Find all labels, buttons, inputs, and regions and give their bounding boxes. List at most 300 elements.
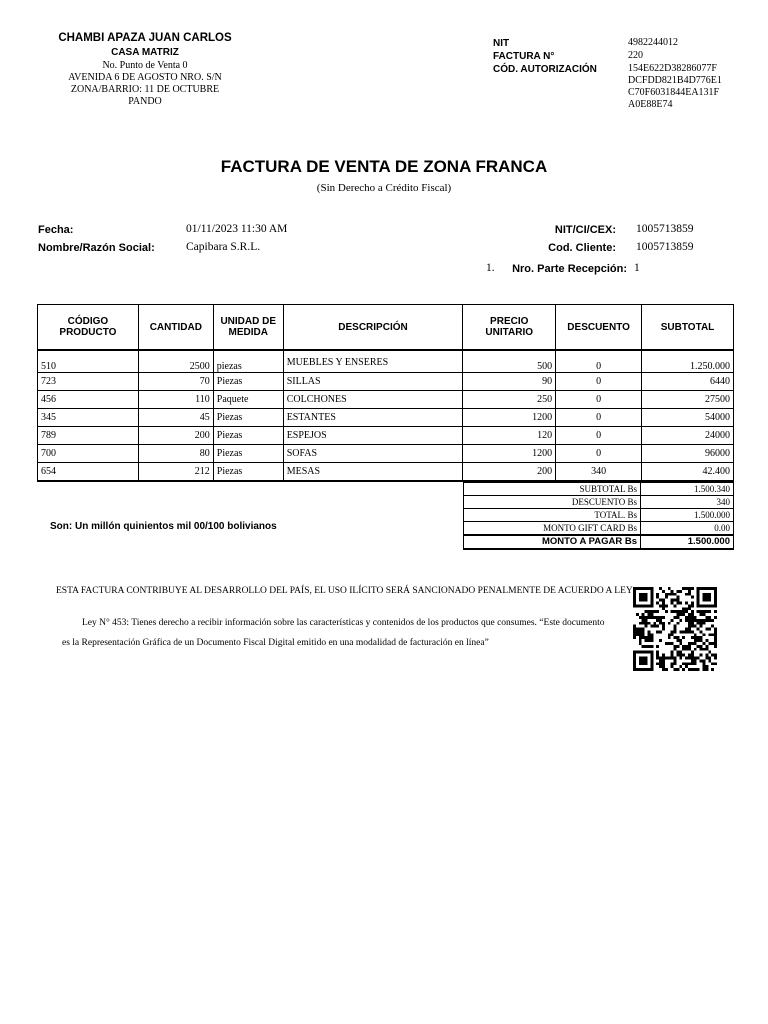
qr-module <box>691 604 694 607</box>
fiscal-block <box>493 37 733 111</box>
qr-module <box>674 657 677 660</box>
qr-module <box>714 662 717 665</box>
qr-module <box>691 587 694 590</box>
date-label: Fecha: <box>38 224 74 236</box>
qr-module <box>671 610 674 613</box>
document-subtitle: (Sin Derecho a Crédito Fiscal) <box>316 182 452 194</box>
qr-module <box>645 636 648 639</box>
qr-module <box>662 654 665 657</box>
issuer-city: PANDO <box>128 96 162 107</box>
qr-module <box>691 659 694 662</box>
qr-module <box>645 659 648 662</box>
qr-module <box>656 630 659 633</box>
qr-module <box>645 593 648 596</box>
qr-module <box>705 665 708 668</box>
fiscal-auth-row <box>493 63 733 111</box>
cell-unit-price: 250 <box>463 391 556 409</box>
qr-module <box>703 659 706 662</box>
qr-module <box>642 636 645 639</box>
qr-module <box>662 622 665 625</box>
qr-module <box>674 616 677 619</box>
qr-module <box>694 616 697 619</box>
qr-module <box>650 665 653 668</box>
qr-module <box>688 648 691 651</box>
qr-module <box>639 662 642 665</box>
cell-subtotal: 6440 <box>642 373 734 391</box>
qr-module <box>636 613 639 616</box>
fiscal-auth-line: 154E622D38286077F <box>628 63 717 74</box>
cell-code: 789 <box>38 427 139 445</box>
qr-module <box>656 662 659 665</box>
qr-module <box>697 596 700 599</box>
qr-module <box>688 662 691 665</box>
qr-module <box>697 622 700 625</box>
qr-module <box>708 657 711 660</box>
qr-module <box>679 642 682 645</box>
qr-module <box>714 628 717 631</box>
qr-module <box>682 613 685 616</box>
qr-module <box>671 651 674 654</box>
qr-module <box>645 645 648 648</box>
qr-module <box>697 619 700 622</box>
qr-module <box>656 616 659 619</box>
qr-module <box>671 633 674 636</box>
qr-module <box>676 654 679 657</box>
qr-module <box>685 645 688 648</box>
amount-in-words: Son: Un millón quinientos mil 00/100 bolivianos <box>50 521 277 532</box>
qr-module <box>685 610 688 613</box>
qr-module <box>688 607 691 610</box>
qr-module <box>647 639 650 642</box>
qr-module <box>659 639 662 642</box>
qr-module <box>659 587 662 590</box>
table-row <box>38 427 734 445</box>
document-title: FACTURA DE VENTA DE ZONA FRANCA <box>220 157 548 176</box>
qr-module <box>703 613 706 616</box>
qr-module <box>671 619 674 622</box>
qr-module <box>668 633 671 636</box>
qr-module <box>694 662 697 665</box>
issuer-branch: CASA MATRIZ <box>111 47 179 58</box>
qr-module <box>650 645 653 648</box>
qr-module <box>691 657 694 660</box>
fiscal-auth-line: A0E88E74 <box>628 99 673 110</box>
cell-unit: Piezas <box>213 427 283 445</box>
cell-quantity: 80 <box>138 445 213 463</box>
totals-total-label: TOTAL. Bs <box>464 509 641 522</box>
cell-quantity: 110 <box>138 391 213 409</box>
qr-module <box>714 642 717 645</box>
totals-amount-due-value: 1.500.000 <box>641 535 734 549</box>
qr-module <box>691 662 694 665</box>
qr-module <box>650 613 653 616</box>
qr-module <box>700 625 703 628</box>
qr-module <box>650 599 653 602</box>
cell-subtotal: 42.400 <box>642 463 734 482</box>
qr-module <box>659 657 662 660</box>
cell-unit-price: 1200 <box>463 445 556 463</box>
cell-code: 345 <box>38 409 139 427</box>
qr-module <box>662 604 665 607</box>
qr-module <box>650 668 653 671</box>
qr-module <box>705 616 708 619</box>
qr-module <box>697 599 700 602</box>
qr-module <box>697 628 700 631</box>
qr-module <box>679 619 682 622</box>
qr-module <box>645 604 648 607</box>
qr-module <box>656 596 659 599</box>
qr-module <box>708 596 711 599</box>
qr-module <box>662 662 665 665</box>
issuer-point-of-sale: No. Punto de Venta 0 <box>102 60 188 71</box>
cell-discount: 0 <box>556 445 642 463</box>
qr-module <box>697 639 700 642</box>
qr-module <box>674 668 677 671</box>
qr-module <box>647 616 650 619</box>
cell-unit: Paquete <box>213 391 283 409</box>
qr-module <box>633 636 636 639</box>
qr-module <box>650 593 653 596</box>
qr-module <box>714 601 717 604</box>
qr-module <box>639 587 642 590</box>
qr-module <box>679 601 682 604</box>
qr-module <box>688 616 691 619</box>
qr-module <box>665 593 668 596</box>
qr-module <box>679 665 682 668</box>
qr-module <box>636 587 639 590</box>
cell-subtotal: 54000 <box>642 409 734 427</box>
qr-module <box>674 645 677 648</box>
qr-module <box>688 619 691 622</box>
qr-module <box>714 654 717 657</box>
qr-module <box>650 596 653 599</box>
qr-module <box>642 616 645 619</box>
qr-module <box>650 662 653 665</box>
qr-module <box>642 662 645 665</box>
qr-module <box>705 593 708 596</box>
qr-module <box>633 630 636 633</box>
qr-module <box>633 593 636 596</box>
date-value: 01/11/2023 11:30 AM <box>186 223 288 235</box>
qr-module <box>642 630 645 633</box>
issuer-block <box>40 31 250 108</box>
qr-module <box>705 645 708 648</box>
qr-module <box>685 593 688 596</box>
qr-module <box>691 630 694 633</box>
qr-module <box>688 668 691 671</box>
header-unit: UNIDAD DE MEDIDA <box>213 305 283 351</box>
qr-module <box>662 601 665 604</box>
qr-module <box>674 593 677 596</box>
qr-module <box>703 648 706 651</box>
qr-module <box>697 601 700 604</box>
qr-module <box>668 587 671 590</box>
qr-module <box>711 619 714 622</box>
qr-module <box>703 604 706 607</box>
qr-module <box>659 622 662 625</box>
qr-module <box>697 657 700 660</box>
qr-module <box>688 625 691 628</box>
qr-module <box>674 604 677 607</box>
qr-module <box>645 668 648 671</box>
qr-module <box>676 616 679 619</box>
qr-module <box>676 622 679 625</box>
reception-index: 1. <box>486 262 495 274</box>
qr-module <box>659 665 662 668</box>
cell-unit: Piezas <box>213 409 283 427</box>
qr-module <box>694 633 697 636</box>
cell-unit: Piezas <box>213 373 283 391</box>
qr-module <box>639 657 642 660</box>
qr-module <box>703 668 706 671</box>
qr-module <box>694 648 697 651</box>
qr-module <box>700 587 703 590</box>
qr-module <box>647 633 650 636</box>
fiscal-auth-value <box>628 63 733 111</box>
qr-module <box>700 636 703 639</box>
qr-module <box>633 657 636 660</box>
qr-module <box>703 596 706 599</box>
qr-module <box>665 668 668 671</box>
qr-module <box>703 642 706 645</box>
qr-module <box>645 657 648 660</box>
qr-module <box>714 645 717 648</box>
qr-module <box>691 601 694 604</box>
issuer-name: CHAMBI APAZA JUAN CARLOS <box>58 32 232 44</box>
qr-module <box>700 619 703 622</box>
customer-name-label: Nombre/Razón Social: <box>38 242 155 254</box>
fiscal-nit-label: NIT <box>493 38 510 49</box>
qr-module <box>674 599 677 602</box>
qr-module <box>697 587 700 590</box>
qr-module <box>656 657 659 660</box>
qr-module <box>682 654 685 657</box>
qr-module <box>703 622 706 625</box>
totals-table <box>463 482 734 550</box>
qr-module <box>682 630 685 633</box>
qr-module <box>674 636 677 639</box>
cell-unit-price: 120 <box>463 427 556 445</box>
qr-module <box>679 613 682 616</box>
items-table <box>37 304 734 482</box>
qr-module <box>642 651 645 654</box>
qr-module <box>647 610 650 613</box>
qr-module <box>639 599 642 602</box>
customer-nit-label: NIT/CI/CEX: <box>554 224 616 236</box>
qr-module <box>682 636 685 639</box>
totals-row <box>464 509 734 522</box>
qr-module <box>671 601 674 604</box>
qr-module <box>639 593 642 596</box>
cell-discount: 0 <box>556 373 642 391</box>
qr-module <box>700 654 703 657</box>
qr-module <box>697 593 700 596</box>
qr-module <box>688 642 691 645</box>
cell-unit: Piezas <box>213 445 283 463</box>
qr-module <box>665 657 668 660</box>
qr-module <box>688 593 691 596</box>
qr-module <box>685 630 688 633</box>
cell-discount: 0 <box>556 409 642 427</box>
qr-module <box>668 636 671 639</box>
qr-module <box>656 654 659 657</box>
table-row <box>38 373 734 391</box>
qr-module <box>674 648 677 651</box>
document-title-block <box>0 156 768 196</box>
qr-module <box>676 645 679 648</box>
qr-module <box>662 599 665 602</box>
qr-module <box>691 668 694 671</box>
qr-module <box>685 619 688 622</box>
totals-row <box>464 535 734 549</box>
qr-module <box>633 668 636 671</box>
qr-module <box>679 651 682 654</box>
qr-module <box>633 601 636 604</box>
qr-module <box>650 633 653 636</box>
qr-module <box>711 642 714 645</box>
header-description: DESCRIPCIÓN <box>283 305 463 351</box>
qr-module <box>639 659 642 662</box>
qr-module <box>705 610 708 613</box>
qr-module <box>688 654 691 657</box>
qr-module <box>694 636 697 639</box>
qr-module <box>647 613 650 616</box>
qr-module <box>705 619 708 622</box>
qr-module <box>714 593 717 596</box>
qr-module <box>662 625 665 628</box>
qr-module <box>642 633 645 636</box>
header-discount: DESCUENTO <box>556 305 642 351</box>
qr-module <box>662 590 665 593</box>
qr-module <box>700 622 703 625</box>
totals-row <box>464 522 734 536</box>
qr-module <box>645 625 648 628</box>
qr-module <box>639 639 642 642</box>
qr-module <box>708 642 711 645</box>
cell-code: 510 <box>38 350 139 373</box>
qr-module <box>700 610 703 613</box>
qr-module <box>711 625 714 628</box>
qr-module <box>633 628 636 631</box>
qr-module <box>653 622 656 625</box>
qr-module <box>708 593 711 596</box>
qr-module <box>671 593 674 596</box>
fiscal-auth-line: DCFDD821B4D776E1 <box>628 75 722 86</box>
qr-module <box>633 654 636 657</box>
cell-code: 723 <box>38 373 139 391</box>
qr-module <box>714 587 717 590</box>
qr-module <box>642 593 645 596</box>
qr-module <box>697 590 700 593</box>
qr-module <box>708 610 711 613</box>
header-subtotal: SUBTOTAL <box>642 305 734 351</box>
qr-module <box>633 590 636 593</box>
totals-giftcard-label: MONTO GIFT CARD Bs <box>464 522 641 536</box>
qr-module <box>714 590 717 593</box>
qr-module <box>650 639 653 642</box>
qr-module <box>633 596 636 599</box>
qr-module <box>700 630 703 633</box>
qr-module <box>650 659 653 662</box>
qr-module <box>708 633 711 636</box>
fiscal-invoice-row <box>493 50 733 63</box>
qr-module <box>668 642 671 645</box>
qr-module <box>645 610 648 613</box>
qr-module <box>679 630 682 633</box>
qr-module <box>647 604 650 607</box>
cell-quantity: 2500 <box>138 350 213 373</box>
qr-module <box>688 604 691 607</box>
qr-module <box>636 628 639 631</box>
qr-module <box>642 599 645 602</box>
qr-module <box>645 622 648 625</box>
qr-module <box>691 622 694 625</box>
qr-module <box>705 596 708 599</box>
qr-module <box>662 616 665 619</box>
qr-module <box>714 616 717 619</box>
qr-module <box>694 619 697 622</box>
qr-module <box>676 613 679 616</box>
qr-module <box>642 628 645 631</box>
qr-module <box>659 616 662 619</box>
qr-module <box>650 590 653 593</box>
qr-module <box>668 657 671 660</box>
fiscal-invoice-value: 220 <box>628 50 643 61</box>
qr-module <box>688 628 691 631</box>
qr-module <box>671 657 674 660</box>
qr-module <box>703 619 706 622</box>
qr-module <box>711 662 714 665</box>
legal-legend: ESTA FACTURA CONTRIBUYE AL DESARROLLO DEL PAÍS, EL USO ILÍCITO SERÁ SANCIONADO PENALMENTE DE ACUERDO A LEY <box>56 586 633 596</box>
qr-module <box>642 587 645 590</box>
totals-row <box>464 496 734 509</box>
qr-module <box>700 645 703 648</box>
qr-module <box>642 668 645 671</box>
qr-module <box>708 599 711 602</box>
qr-module <box>714 610 717 613</box>
header-unit-price: PRECIO UNITARIO <box>463 305 556 351</box>
fiscal-auth-line: C70F6031844EA131F <box>628 87 720 98</box>
qr-module <box>636 633 639 636</box>
qr-module <box>703 593 706 596</box>
reception-label: Nro. Parte Recepción: <box>512 263 627 275</box>
qr-module <box>691 596 694 599</box>
qr-module <box>650 636 653 639</box>
fiscal-nit-value: 4982244012 <box>628 37 678 48</box>
qr-module <box>633 662 636 665</box>
cell-subtotal: 27500 <box>642 391 734 409</box>
totals-amount-due-label: MONTO A PAGAR Bs <box>464 535 641 549</box>
cell-unit-price: 90 <box>463 373 556 391</box>
cell-subtotal: 1.250.000 <box>642 350 734 373</box>
qr-module <box>671 665 674 668</box>
qr-module <box>700 604 703 607</box>
qr-module <box>642 657 645 660</box>
cell-unit-price: 500 <box>463 350 556 373</box>
qr-module <box>659 662 662 665</box>
qr-module <box>645 639 648 642</box>
qr-module <box>703 599 706 602</box>
qr-module <box>694 642 697 645</box>
qr-module <box>645 599 648 602</box>
cell-description: ESPEJOS <box>283 427 463 445</box>
qr-module <box>674 630 677 633</box>
cell-description <box>283 350 463 373</box>
qr-module <box>708 628 711 631</box>
qr-module <box>650 616 653 619</box>
qr-module <box>703 587 706 590</box>
qr-module <box>694 639 697 642</box>
